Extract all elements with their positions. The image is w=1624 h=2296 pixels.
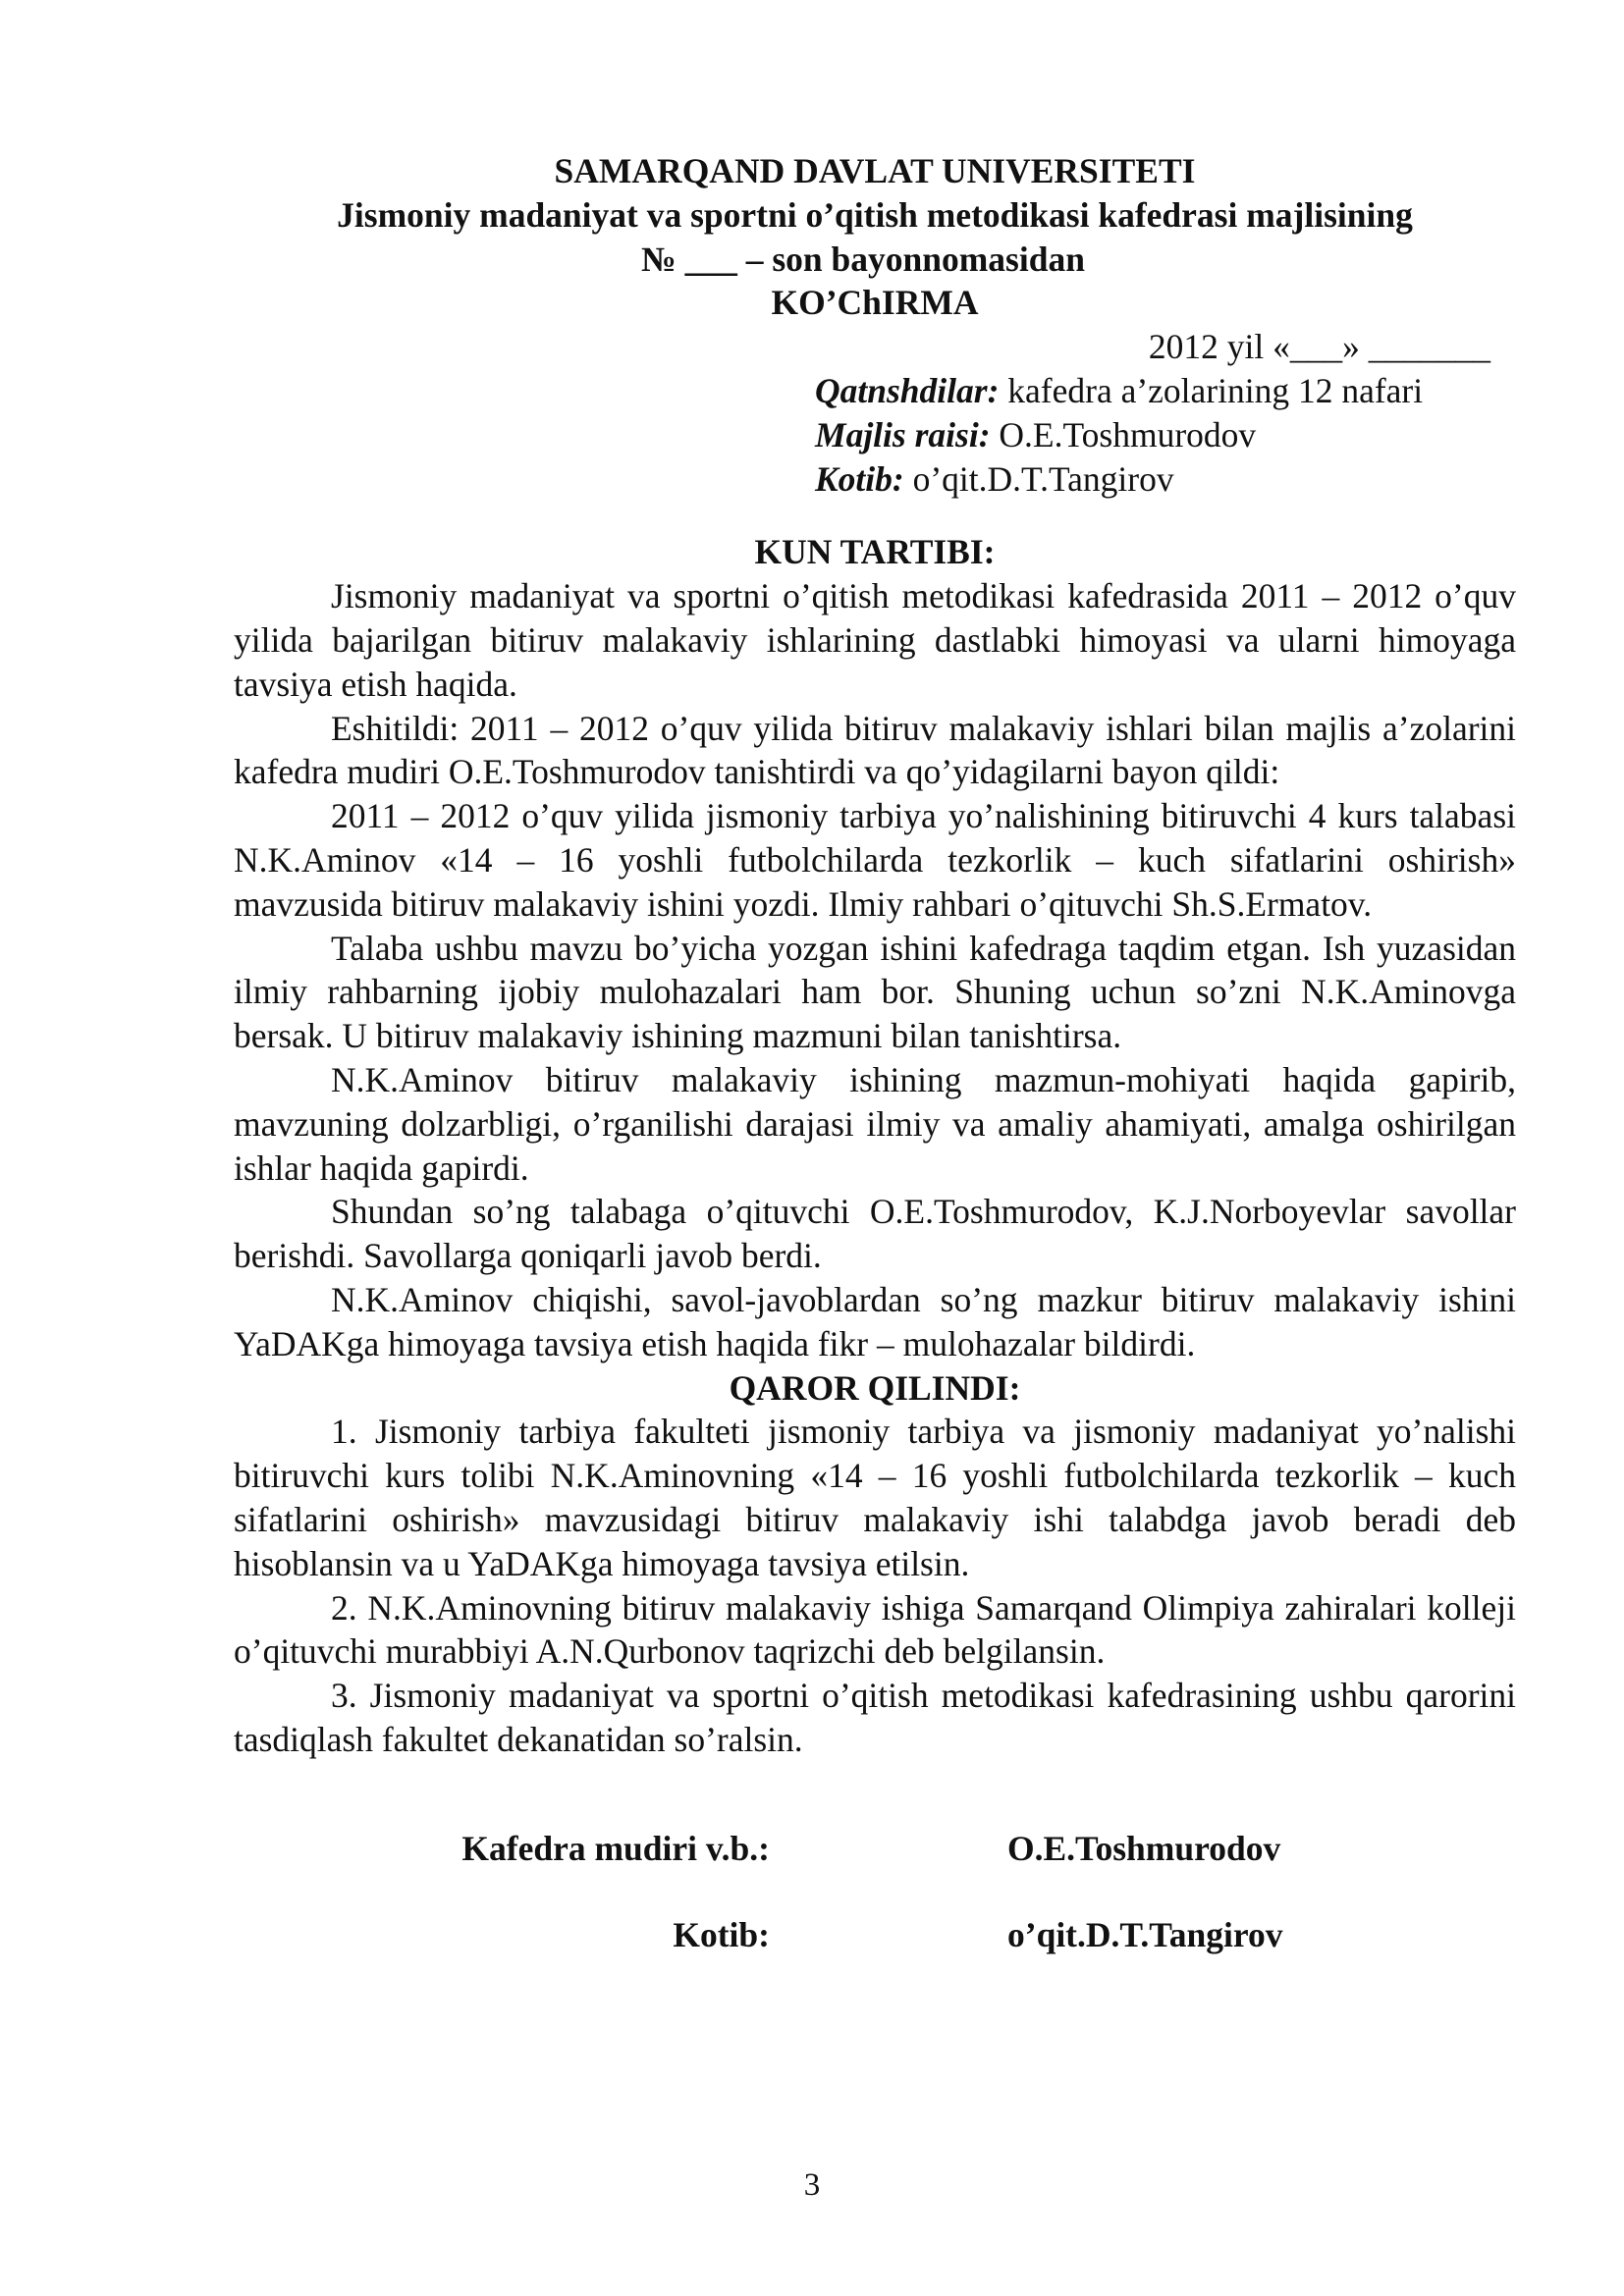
agenda-paragraph: Eshitildi: 2011 – 2012 o’quv yilida bitiruv malakaviy ishlari bilan majlis a’zolarini kafedra mudiri O.E.Toshmurodov tanishtirdi va qo’yidagilarni bayon qildi: xyxy=(234,708,1516,792)
agenda-paragraph: Talaba ushbu mavzu bo’yicha yozgan ishini kafedraga taqdim etgan. Ish yuzasidan ilmiy rahbarning ijobiy mulohazalari ham bor. Shuning uchun so’zni N.K.Aminovga bersak. U bitiruv malakaviy ishining mazmuni bilan tanishtirsa. xyxy=(234,928,1516,1056)
decision-section xyxy=(234,1366,1516,1762)
agenda-paragraph: Jismoniy madaniyat va sportni o’qitish metodikasi kafedrasida 2011 – 2012 o’quv yilida bajarilgan bitiruv malakaviy ishlarining dastlabki himoyasi va ularni himoyaga tavsiya etish haqida. xyxy=(234,576,1516,704)
document-type: KO’ChIRMA xyxy=(771,283,979,323)
document-page xyxy=(234,149,1516,1957)
secretary-line xyxy=(815,457,1516,502)
chair-value: O.E.Toshmurodov xyxy=(999,414,1257,454)
chair-line xyxy=(815,413,1516,457)
agenda-section xyxy=(234,530,1516,1365)
secretary-label: Kotib: xyxy=(815,458,904,499)
protocol-number: № ___ – son bayonnomasidan xyxy=(641,239,1085,279)
signature-row-secretary xyxy=(234,1913,1516,1957)
head-name: O.E.Toshmurodov xyxy=(1007,1828,1281,1868)
decision-title: QAROR QILINDI: xyxy=(729,1367,1021,1408)
document-header xyxy=(234,149,1516,325)
attendees-value: kafedra a’zolarining 12 nafari xyxy=(1007,370,1424,410)
secretary-signature-name: o’qit.D.T.Tangirov xyxy=(1007,1915,1283,1955)
attendees-label: Qatnshdilar: xyxy=(815,370,1000,410)
department-meeting-title: Jismoniy madaniyat va sportni o’qitish metodikasi kafedrasi majlisining xyxy=(337,194,1413,235)
signatures-block xyxy=(234,1827,1516,1958)
secretary-value: o’qit.D.T.Tangirov xyxy=(912,458,1174,499)
agenda-paragraph: 2011 – 2012 o’quv yilida jismoniy tarbiya yo’nalishining bitiruvchi 4 kurs talabasi N.K.Aminov «14 – 16 yoshli futbolchilarda tezkorlik – kuch sifatlarini oshirish» mavzusida bitiruv malakaviy ishini yozdi. Ilmiy rahbari o’qituvchi Sh.S.Ermatov. xyxy=(234,796,1516,924)
head-label: Kafedra mudiri v.b.: xyxy=(461,1828,770,1868)
chair-label: Majlis raisi: xyxy=(815,414,991,454)
signature-row-head xyxy=(234,1827,1516,1871)
meeting-meta xyxy=(234,325,1516,501)
decision-item: 3. Jismoniy madaniyat va sportni o’qitish metodikasi kafedrasining ushbu qarorini tasdiqlash fakultet dekanatidan so’ralsin. xyxy=(234,1676,1516,1759)
university-name: SAMARQAND DAVLAT UNIVERSITETI xyxy=(554,151,1196,190)
decision-item: 1. Jismoniy tarbiya fakulteti jismoniy tarbiya va jismoniy madaniyat yo’nalishi bitiruvchi kurs tolibi N.K.Aminovning «14 – 16 yoshli futbolchilarda tezkorlik – kuch sifatlarini oshirish» mavzusidagi bitiruv malakaviy ishi talabdga javob beradi deb hisoblansin va u YaDAKga himoyaga tavsiya etilsin. xyxy=(234,1412,1516,1583)
agenda-paragraph: Shundan so’ng talabaga o’qituvchi O.E.Toshmurodov, K.J.Norboyevlar savollar berishdi. Savollarga qoniqarli javob berdi. xyxy=(234,1192,1516,1276)
secretary-signature-label: Kotib: xyxy=(673,1915,770,1955)
agenda-paragraph: N.K.Aminov bitiruv malakaviy ishining mazmun-mohiyati haqida gapirib, mavzuning dolzarbligi, o’rganilishi darajasi ilmiy va amaliy ahamiyati, amalga oshirilgan ishlar haqida gapirdi. xyxy=(234,1059,1516,1188)
decision-item: 2. N.K.Aminovning bitiruv malakaviy ishiga Samarqand Olimpiya zahiralari kolleji o’qituvchi murabbiyi A.N.Qurbonov taqrizchi deb belgilansin. xyxy=(234,1587,1516,1672)
attendees-line xyxy=(815,369,1516,413)
meeting-date: 2012 yil «___» _______ xyxy=(1148,327,1490,367)
page-number: 3 xyxy=(803,2167,821,2203)
agenda-paragraph: N.K.Aminov chiqishi, savol-javoblardan so’ng mazkur bitiruv malakaviy ishini YaDAKga himoyaga tavsiya etish haqida fikr – mulohazalar bildirdi. xyxy=(234,1279,1516,1363)
agenda-title: KUN TARTIBI: xyxy=(754,532,996,572)
